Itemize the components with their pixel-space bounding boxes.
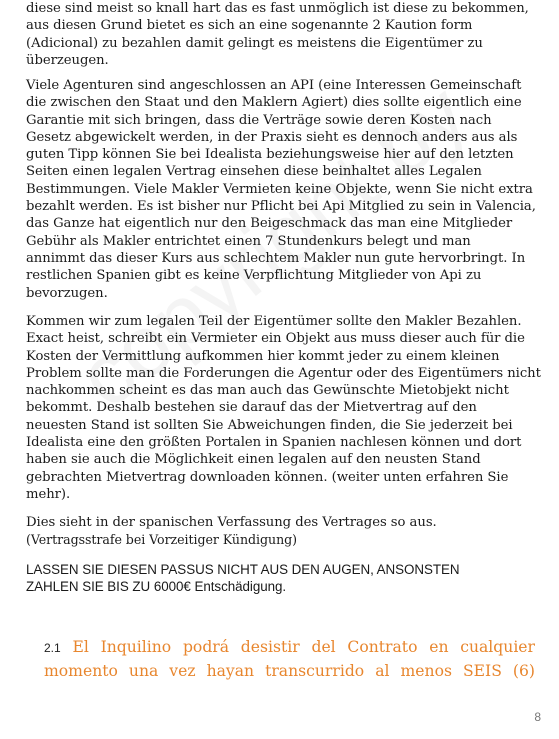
clause-text-1: El Inquilino podrá desistir del Contrato en cualquier bbox=[72, 638, 535, 656]
paragraph-vertragsstrafe: (Vertragsstrafe bei Vorzeitiger Kündigung) bbox=[26, 532, 298, 547]
clause-number: 2.1 bbox=[44, 641, 61, 655]
paragraph-kaution: diese sind meist so knall hart das es fast unmöglich ist diese zu bekommen, aus diesen Grund bietet es sich an eine sogenannte 2 Kaution form (Adicional) zu bezahlen damit gelingt es meistens die Eigentümer zu überzeugen. bbox=[26, 1, 529, 68]
page-number: 8 bbox=[534, 710, 541, 724]
paragraph-spanische-verfassung: Dies sieht in der spanischen Verfassung des Vertrages so aus. bbox=[26, 515, 437, 530]
paragraph-warning: LASSEN SIE DIESEN PASSUS NICHT AUS DEN AUGEN, ANSONSTEN ZAHLEN SIE BIS ZU 6000€ Entschädigung. bbox=[26, 562, 460, 595]
contract-clause bbox=[44, 636, 535, 683]
clause-line-2: momento una vez hayan transcurrido al menos SEIS (6) bbox=[44, 662, 535, 680]
paragraph-agenturen-api: Viele Agenturen sind angeschlossen an API (eine Interessen Gemeinschaft die zwischen den Staat und den Maklern Agiert) dies sollte eigentlich eine Garantie mit sich bringen, dass die Verträge sowie deren Kosten nach Gesetz abgewickelt werden, in der Praxis sieht es dennoch anders aus als guten Tipp können Sie bei Idealista beziehungsweise hier auf den letzten Seiten einen legalen Vertrag einsehen diese beinhaltet alles Legalen Bestimmungen. Viele Makler Vermieten keine Objekte, wenn Sie nicht extra bezahlt werden. Es ist bisher nur Pflicht bei Api Mitglied zu sein in Valencia, das Ganze hat eigentlich nur den Beigeschmack das man eine Mitglieder Gebühr als Makler entrichtet einen 7 Stundenkurs belegt und man annimmt das dieser Kurs aus schlechtem Makler nun gute hervorbringt. In restlichen Spanien gibt es keine Verpflichtung Mitglieder von Api zu bevorzugen. bbox=[26, 78, 536, 301]
paragraph-legaler-teil: Kommen wir zum legalen Teil der Eigentümer sollte den Makler Bezahlen. Exact heist, schreibt ein Vermieter ein Objekt aus muss dieser auch für die Kosten der Vermittlung aufkommen hier kommt jeder zu einem kleinen Problem sollte man die Forderungen die Agentur oder des Eigentümers nicht nachkommen scheint es das man auch das Gewünschte Mietobjekt nicht bekommt. Deshalb bestehen sie darauf das der Mietvertrag auf den neuesten Stand ist sollten Sie Abweichungen finden, die Sie jederzeit bei Idealista eine den größten Portalen in Spanien nachlesen können und dort haben sie auch die Möglichkeit einen legalen auf den neusten Stand gebrachten Mietvertrag downloaden können. (weiter unten erfahren Sie mehr). bbox=[26, 314, 541, 502]
clause-line-1 bbox=[44, 636, 535, 660]
